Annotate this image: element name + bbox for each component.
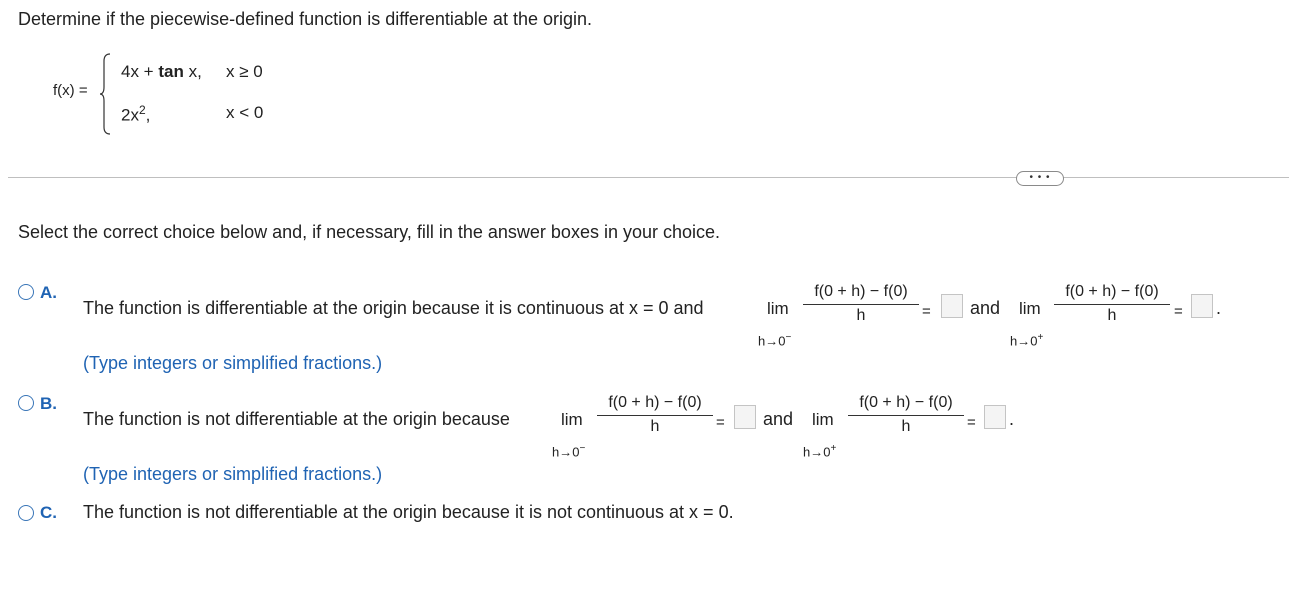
choice-b-and: and [763, 409, 794, 429]
choice-c-radio[interactable] [18, 505, 34, 521]
instruction-text: Select the correct choice below and, if necessary, fill in the answer boxes in your choice. [18, 222, 721, 242]
choice-c-letter: C. [40, 503, 57, 522]
choice-a-lim-left: lim [767, 299, 789, 318]
choice-a-and: and [970, 298, 1001, 318]
choice-a-period: . [1216, 298, 1222, 318]
choice-b-answer-box-left[interactable] [734, 405, 756, 429]
choice-b-equals-right: = [967, 414, 976, 431]
piece-1-condition: x ≥ 0 [226, 62, 263, 81]
choice-b-equals-left: = [716, 414, 725, 431]
choice-a-equals-right: = [1174, 303, 1183, 320]
piece-2-condition: x < 0 [226, 103, 264, 122]
function-label: f(x) = [53, 82, 88, 99]
choice-a-fraction-right: f(0 + h) − f(0) h [1054, 283, 1170, 325]
choice-b-fraction-left: f(0 + h) − f(0) h [597, 394, 713, 436]
choice-b-lim-left: lim [561, 410, 583, 429]
choice-a-lim-left-sub: h→0− [758, 332, 792, 349]
piece-1-expression: 4x + tan x, [121, 62, 202, 81]
choice-b-period: . [1009, 409, 1015, 429]
choice-b-fraction-right: f(0 + h) − f(0) h [848, 394, 964, 436]
choice-a-answer-box-right[interactable] [1191, 294, 1213, 318]
choice-a-fraction-left: f(0 + h) − f(0) h [803, 283, 919, 325]
more-options-button[interactable]: • • • [1016, 171, 1064, 186]
choice-b-hint: (Type integers or simplified fractions.) [83, 464, 383, 484]
choice-b-answer-box-right[interactable] [984, 405, 1006, 429]
choice-b-letter: B. [40, 394, 57, 413]
choice-b-lim-right-sub: h→0+ [803, 443, 837, 460]
left-brace-icon [99, 53, 111, 135]
choice-a-equals-left: = [922, 303, 931, 320]
choice-a-text: The function is differentiable at the origin because it is continuous at x = 0 and [83, 298, 704, 318]
piece-2-expression: $2x^2$, [121, 103, 151, 125]
question-prompt: Determine if the piecewise-defined function is differentiable at the origin. [18, 9, 592, 29]
section-divider [8, 177, 1289, 178]
choice-b-radio[interactable] [18, 395, 34, 411]
choice-a-radio[interactable] [18, 284, 34, 300]
choice-a-lim-right-sub: h→0+ [1010, 332, 1044, 349]
choice-b-lim-left-sub: h→0− [552, 443, 586, 460]
choice-a-lim-right: lim [1019, 299, 1041, 318]
choice-b-text: The function is not differentiable at the origin because [83, 409, 510, 429]
choice-b-lim-right: lim [812, 410, 834, 429]
choice-a-letter: A. [40, 283, 57, 302]
choice-c-text: The function is not differentiable at the origin because it is not continuous at x = 0. [83, 502, 734, 522]
choice-a-answer-box-left[interactable] [941, 294, 963, 318]
choice-a-hint: (Type integers or simplified fractions.) [83, 353, 383, 373]
